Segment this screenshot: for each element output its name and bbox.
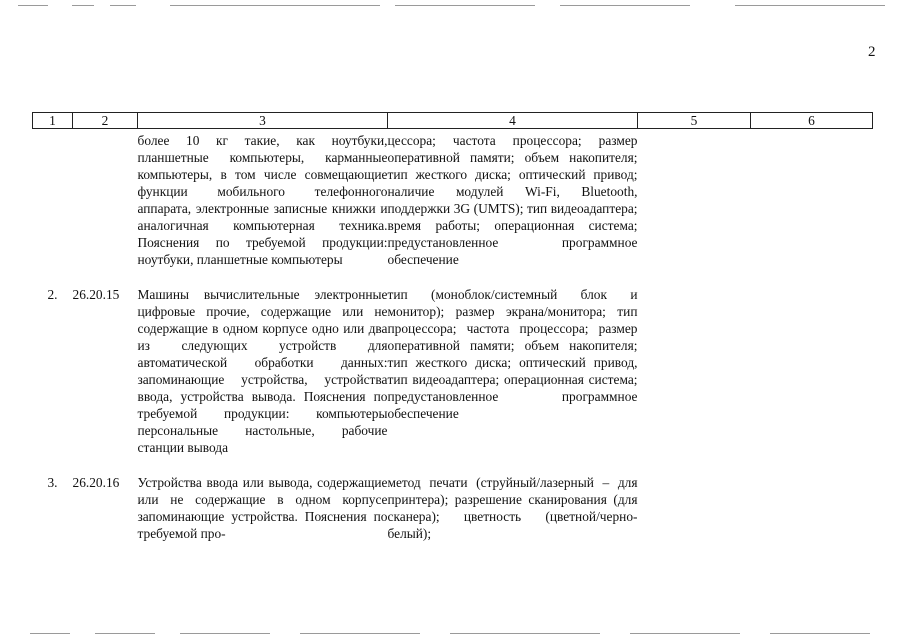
col6-cell	[751, 129, 873, 269]
col6-cell	[751, 286, 873, 456]
scan-artifact-bottom	[0, 632, 905, 636]
table-row	[33, 474, 873, 542]
header-col-1: 1	[33, 113, 73, 129]
row-number: 3.	[47, 475, 58, 490]
okpd-code: 26.20.16	[72, 475, 120, 490]
col6-cell	[751, 474, 873, 542]
table-row	[33, 286, 873, 456]
product-characteristics: цессора; частота процессора; размер оперативной памяти; объем накопителя; тип жесткого диска; оптический привод; наличие модулей Wi-Fi, Bluetooth, поддержки 3G (UMTS); тип видеоадаптера; время работы; операционная система; предустановленное программное обеспечение	[387, 133, 638, 267]
product-description: более 10 кг такие, как ноутбуки, планшетные компьютеры, карманные компьютеры, в том числе совмещающие функции мобильного телефонного аппарата, электронные записные книжки и аналогичная компьютерная техника. Пояснения по требуемой продукции: ноутбуки, планшетные компьютеры	[137, 133, 388, 267]
product-description: Машины вычислительные электронные цифровые прочие, содержащие или не содержащие в одном корпусе одно или два из следующих устройств для автоматической обработки данных: запоминающие устройства, устройства ввода, устройства вывода. Пояснения по требуемой продукции: компьютеры персональные настольные, рабочие станции вывода	[137, 287, 388, 455]
table-header-row	[33, 113, 873, 129]
col5-cell	[638, 474, 751, 542]
product-characteristics: метод печати (струйный/лазерный – для принтера); разрешение сканирования (для сканера); цветность (цветной/черно-белый);	[387, 475, 638, 541]
product-characteristics: тип (моноблок/системный блок и монитор); размер экрана/монитора; тип процессора; частота процессора; размер оперативной памяти; объем накопителя; тип жесткого диска; оптический привод, тип видеоадаптера; операционная система; предустановленное программное обеспечение	[387, 287, 638, 421]
col5-cell	[638, 286, 751, 456]
requirements-table	[32, 112, 873, 542]
okpd-code	[73, 129, 138, 269]
page-number: 2	[868, 44, 876, 60]
header-col-4: 4	[388, 113, 638, 129]
col5-cell	[638, 129, 751, 269]
table-row	[33, 129, 873, 269]
product-description: Устройства ввода или вывода, содержащие или не содержащие в одном корпусе запоминающие устройства. Пояснения по требуемой про-	[137, 475, 388, 541]
header-col-5: 5	[638, 113, 751, 129]
row-number: 2.	[47, 287, 58, 302]
scan-artifact-top	[0, 4, 905, 7]
header-col-3: 3	[138, 113, 388, 129]
header-col-6: 6	[751, 113, 873, 129]
row-number	[33, 129, 73, 269]
header-col-2: 2	[73, 113, 138, 129]
okpd-code: 26.20.15	[72, 287, 120, 302]
